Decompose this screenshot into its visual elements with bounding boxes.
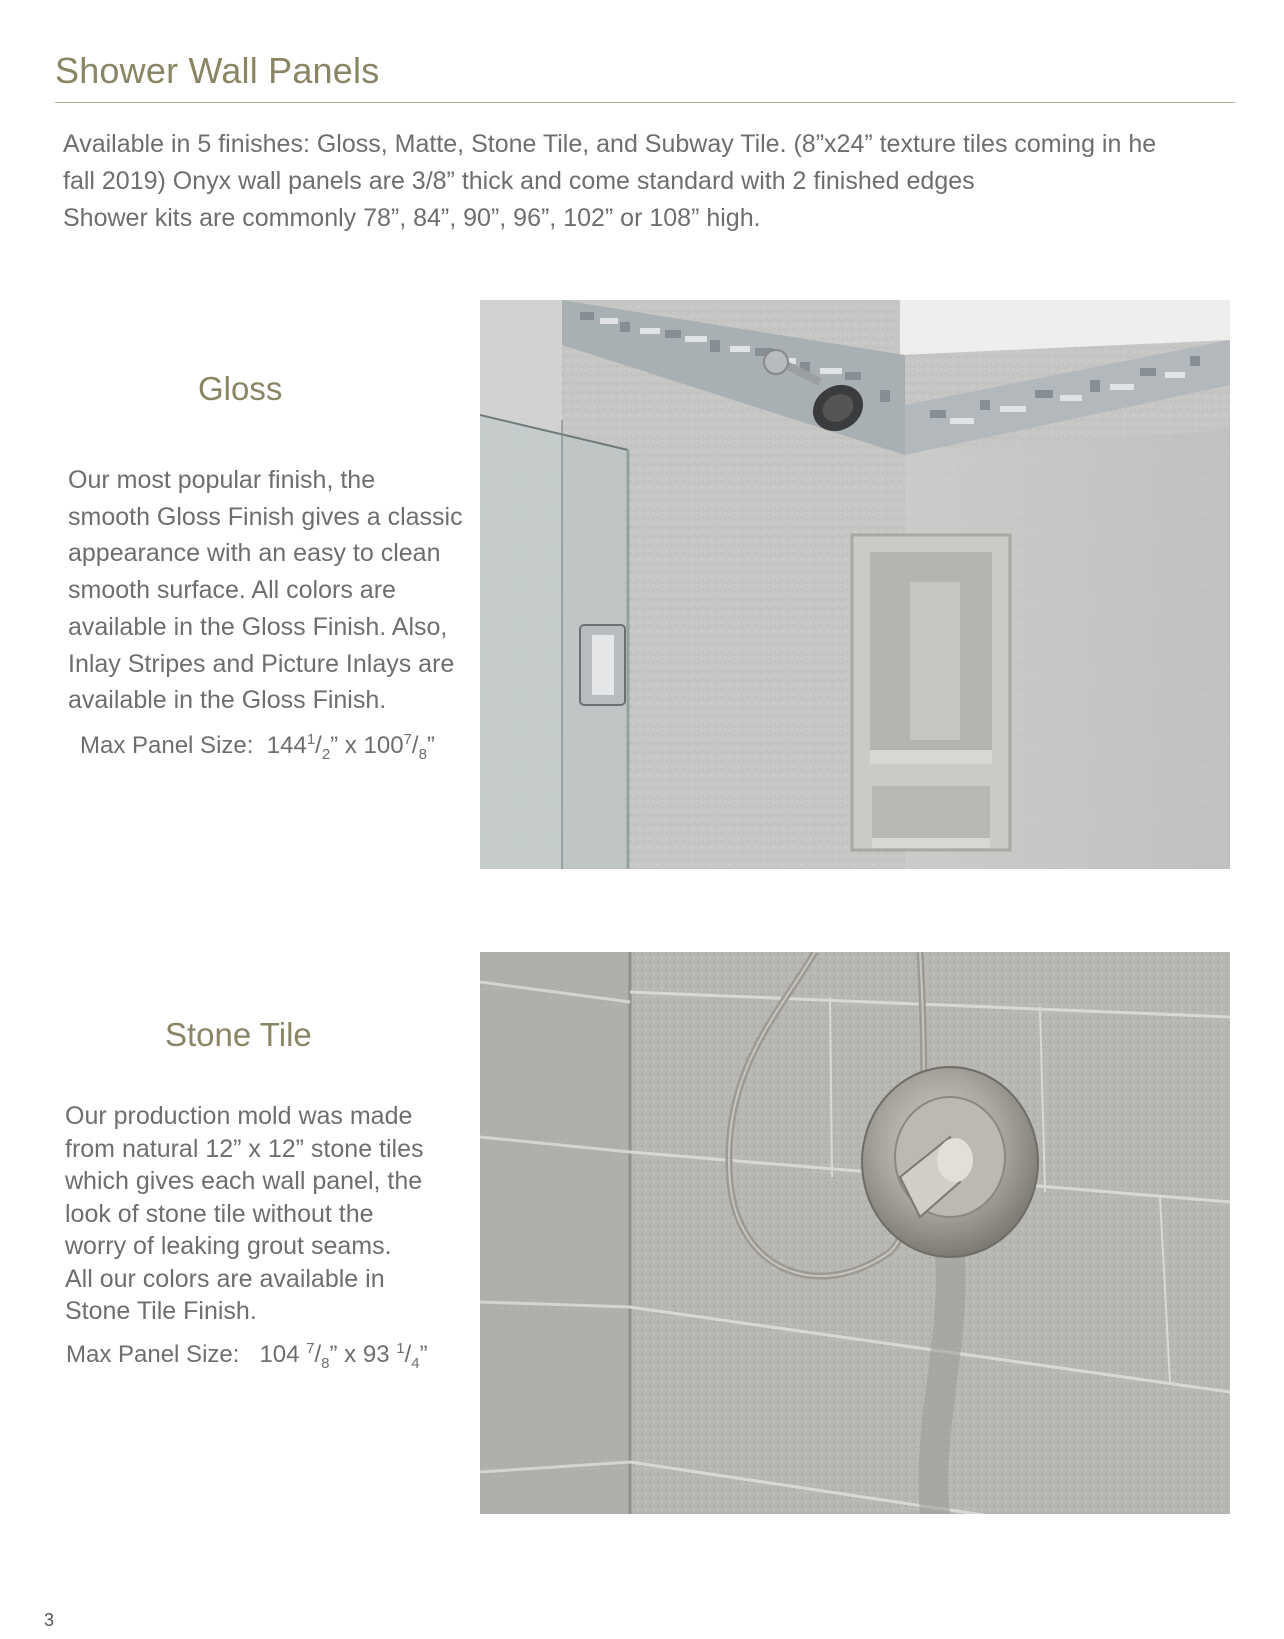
max-width-whole: 104 bbox=[259, 1341, 300, 1368]
gloss-line: available in the Gloss Finish. Also, bbox=[68, 612, 448, 641]
gloss-line: smooth Gloss Finish gives a classic bbox=[68, 502, 463, 531]
max-end-mark: ” bbox=[419, 1341, 428, 1368]
intro-line: Shower kits are commonly 78”, 84”, 90”, 96”, 102” or 108” high. bbox=[63, 204, 761, 232]
intro-paragraph bbox=[63, 126, 1223, 237]
gloss-line: appearance with an easy to clean bbox=[68, 539, 441, 568]
gloss-shower-photo bbox=[480, 300, 1230, 869]
intro-line: fall 2019) Onyx wall panels are 3/8” thick and come standard with 2 finished edges bbox=[63, 167, 975, 195]
stone-line: which gives each wall panel, the bbox=[65, 1167, 423, 1195]
gloss-line: available in the Gloss Finish. bbox=[68, 686, 387, 715]
max-width-numerator: 1 bbox=[306, 731, 316, 748]
title-rule bbox=[55, 102, 1235, 103]
max-height-numerator: 7 bbox=[403, 731, 412, 748]
max-separator: ” x bbox=[330, 732, 364, 759]
stone-line: worry of leaking grout seams. bbox=[65, 1232, 392, 1260]
stone-line: from natural 12” x 12” stone tiles bbox=[65, 1134, 424, 1163]
max-height-denominator: 8 bbox=[418, 745, 427, 763]
max-size-label: Max Panel Size: bbox=[80, 732, 254, 759]
stone-tile-description bbox=[65, 1100, 424, 1328]
stone-line: All our colors are available in bbox=[65, 1264, 385, 1293]
stone-line: Our production mold was made bbox=[65, 1102, 413, 1130]
max-end-mark: ” bbox=[426, 732, 435, 759]
page-number: 3 bbox=[44, 1610, 55, 1630]
stone-tile-heading: Stone Tile bbox=[165, 1016, 312, 1053]
gloss-description bbox=[68, 462, 463, 719]
page-title: Shower Wall Panels bbox=[55, 50, 380, 91]
stone-tile-shower-photo bbox=[480, 952, 1230, 1514]
intro-line: Available in 5 finishes: Gloss, Matte, Stone Tile, and Subway Tile. (8”x24” texture tiles coming in he bbox=[63, 130, 1157, 158]
gloss-line: Inlay Stripes and Picture Inlays are bbox=[68, 649, 455, 678]
gloss-line: smooth surface. All colors are bbox=[68, 576, 396, 605]
max-width-denominator: 8 bbox=[321, 1354, 330, 1372]
max-width-numerator: 7 bbox=[306, 1340, 315, 1357]
max-size-label: Max Panel Size: bbox=[66, 1341, 240, 1368]
gloss-line: Our most popular finish, the bbox=[68, 466, 376, 494]
max-height-denominator: 4 bbox=[411, 1354, 420, 1372]
stone-max-panel-size: Max Panel Size: 104 $^7/_8$” x 93 $^1/_4$” bbox=[66, 1340, 428, 1372]
max-separator: ” x 93 bbox=[329, 1341, 390, 1368]
stone-line: look of stone tile without the bbox=[65, 1199, 374, 1228]
stone-line: Stone Tile Finish. bbox=[65, 1297, 257, 1325]
max-width-denominator: 2 bbox=[321, 745, 331, 763]
gloss-heading: Gloss bbox=[198, 370, 283, 407]
max-height-numerator: 1 bbox=[396, 1340, 405, 1357]
max-width-whole: 144 bbox=[266, 732, 307, 759]
max-height-whole: 100 bbox=[363, 732, 404, 759]
gloss-max-panel-size: Max Panel Size: $144^1/_2$” x $100^7/_8$” bbox=[80, 731, 435, 763]
